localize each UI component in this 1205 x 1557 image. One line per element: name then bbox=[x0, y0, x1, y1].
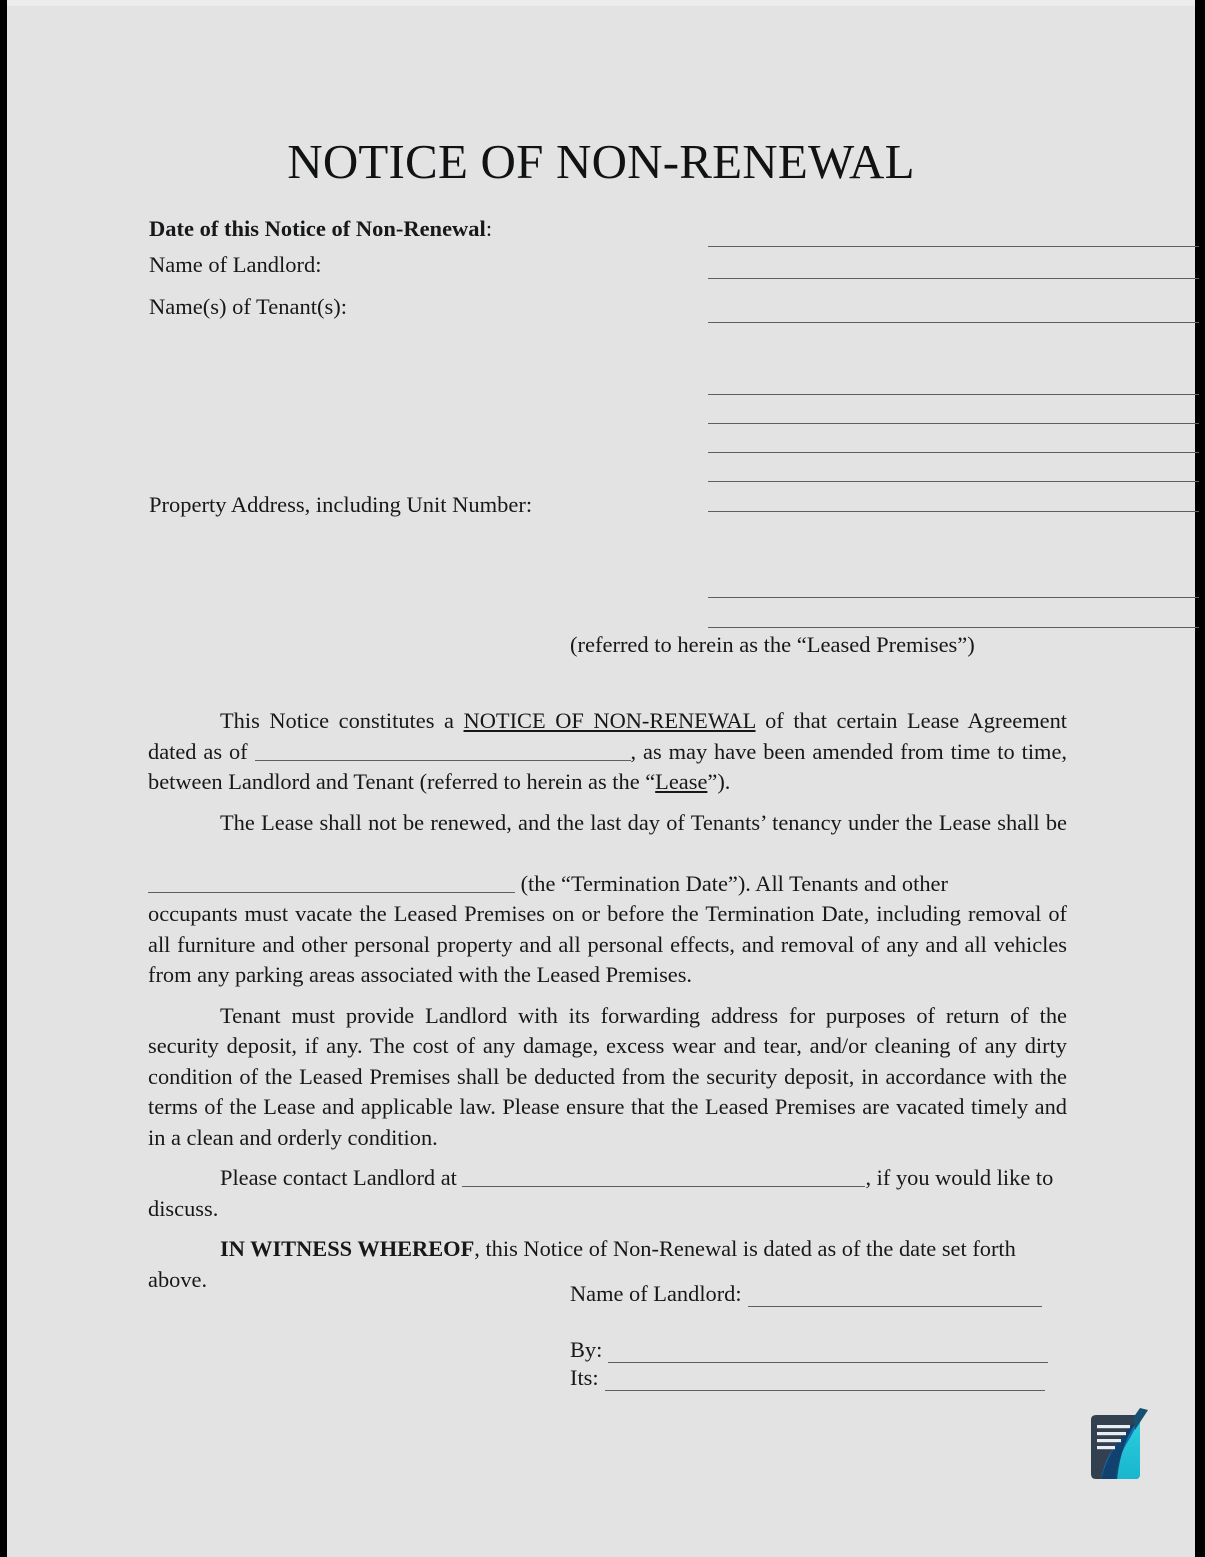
field-label-property-address: Property Address, including Unit Number: bbox=[149, 492, 533, 517]
field-label-notice-date bbox=[149, 216, 492, 242]
p2-after-blank: (the “Termination Date”). All Tenants and other bbox=[515, 870, 948, 896]
field-rule-landlord-name[interactable] bbox=[708, 278, 1199, 279]
field-label-landlord-name: Name of Landlord: bbox=[149, 252, 322, 277]
p3-text: Tenant must provide Landlord with its forwarding address for purposes of return of the security deposit, if any. The cost of any damage, excess wear and tear, and/or cleaning of any dirty condition of the Leased Premises shall be deducted from the security deposit, in accordance with the terms of the Lease and applicable law. Please ensure that the Leased Premises are vacated timely and in a clean and orderly condition. bbox=[148, 1002, 1067, 1150]
p4-lead: Please contact Landlord at bbox=[220, 1165, 463, 1190]
p2-rest: occupants must vacate the Leased Premises on or before the Termination Date, including removal of all furniture and other personal property and all personal effects, and removal of any and all vehicles from any parking areas associated with the Leased Premises. bbox=[148, 901, 1067, 987]
p5-rest: , this Notice of Non-Renewal is dated as of the date set forth above. bbox=[148, 1236, 1016, 1292]
signature-row-its bbox=[570, 1365, 1045, 1391]
p1-tail: ”). bbox=[707, 769, 731, 794]
paragraph-spacer bbox=[148, 1153, 1067, 1163]
signature-label-landlord-name: Name of Landlord: bbox=[570, 1281, 742, 1306]
p5-emphasis-in-witness-whereof: IN WITNESS WHEREOF bbox=[220, 1236, 475, 1261]
field-rule-address-2[interactable] bbox=[708, 423, 1199, 424]
document-logo bbox=[1087, 1408, 1149, 1486]
p1-after-emphasis: of that certain Lease Agreement dated as of bbox=[148, 708, 1068, 764]
field-rule-address-3[interactable] bbox=[708, 452, 1199, 453]
field-rule-address-6[interactable] bbox=[708, 597, 1199, 598]
p1-lease-defined-term: Lease bbox=[655, 769, 708, 794]
field-rule-address-4[interactable] bbox=[708, 481, 1199, 482]
signature-row-landlord-name bbox=[570, 1281, 1042, 1307]
field-rule-address-7[interactable] bbox=[708, 627, 1199, 628]
blank-lease-agreement-date[interactable] bbox=[255, 741, 631, 761]
signature-rule-its[interactable] bbox=[605, 1371, 1045, 1391]
field-rule-address-1[interactable] bbox=[708, 394, 1199, 395]
paragraph-lease-not-renewed bbox=[148, 808, 1067, 991]
body-text-area bbox=[148, 706, 1067, 1295]
paragraph-notice-constitutes bbox=[148, 706, 1067, 798]
signature-rule-by[interactable] bbox=[608, 1343, 1048, 1363]
field-label-tenant-names: Name(s) of Tenant(s): bbox=[149, 294, 347, 319]
blank-landlord-contact[interactable] bbox=[462, 1167, 865, 1187]
p4-after-blank: , if you would like to discuss. bbox=[148, 1165, 1054, 1221]
signature-label-by: By: bbox=[570, 1337, 603, 1362]
field-rule-address-5[interactable] bbox=[708, 511, 1199, 512]
p1-lead: This Notice constitutes a bbox=[220, 708, 464, 733]
paragraph-contact-landlord bbox=[148, 1163, 1067, 1224]
paragraph-forwarding-address bbox=[148, 1001, 1067, 1154]
p2-line1: The Lease shall not be renewed, and the last day of Tenants’ tenancy under the Lease shall be bbox=[220, 809, 1067, 835]
page-title: NOTICE OF NON-RENEWAL bbox=[287, 134, 915, 189]
field-rule-tenant-names[interactable] bbox=[708, 322, 1199, 323]
p1-emphasis-notice-of-non-renewal: NOTICE OF NON-RENEWAL bbox=[463, 708, 756, 733]
document-sheet bbox=[7, 0, 1195, 1557]
signature-label-its: Its: bbox=[570, 1365, 599, 1390]
field-rule-notice-date[interactable] bbox=[708, 246, 1199, 247]
signature-rule-landlord-name[interactable] bbox=[748, 1287, 1042, 1307]
logo-tail bbox=[1133, 1408, 1148, 1430]
field-label-notice-date-colon: : bbox=[485, 216, 493, 241]
field-label-notice-date-text: Date of this Notice of Non-Renewal bbox=[149, 216, 486, 241]
signature-row-by bbox=[570, 1337, 1048, 1363]
leased-premises-note: (referred to herein as the “Leased Premises”) bbox=[570, 632, 975, 657]
p1-after-blank: , as may have been amended from time to time, between Landlord and Tenant (referred to herein as the “ bbox=[148, 738, 1067, 794]
paragraph-spacer bbox=[148, 1224, 1067, 1234]
document-page bbox=[7, 0, 1195, 1557]
paragraph-spacer bbox=[148, 991, 1067, 1001]
blank-termination-date[interactable] bbox=[148, 873, 515, 893]
paragraph-spacer bbox=[148, 798, 1067, 808]
